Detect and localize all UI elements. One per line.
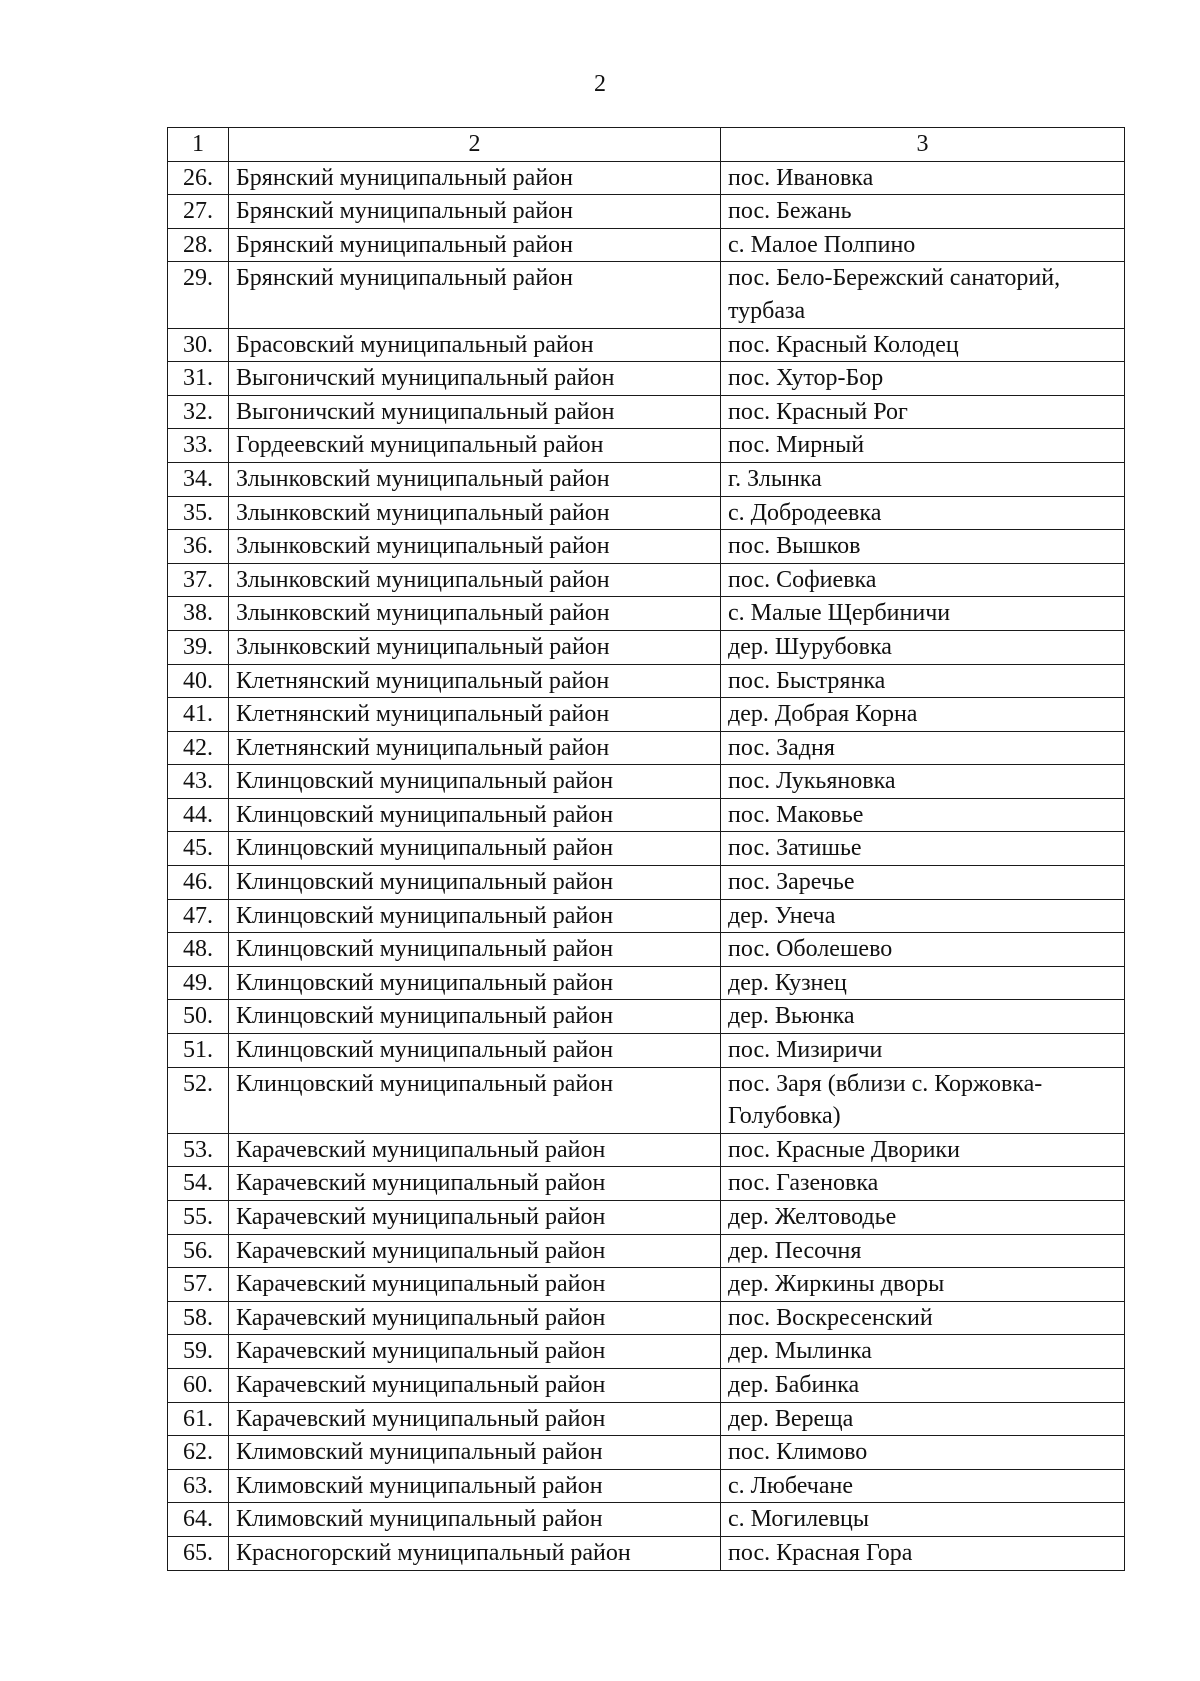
row-number: 26. [168, 161, 229, 195]
locality-name: пос. Вышков [721, 530, 1125, 564]
table-row [168, 899, 1125, 933]
district-name: Клинцовский муниципальный район [229, 765, 721, 799]
table-row [168, 161, 1125, 195]
table-row [168, 1469, 1125, 1503]
locality-name: с. Малое Полпино [721, 228, 1125, 262]
table-row [168, 597, 1125, 631]
district-name: Карачевский муниципальный район [229, 1368, 721, 1402]
row-number: 46. [168, 866, 229, 900]
locality-name: пос. Газеновка [721, 1167, 1125, 1201]
row-number: 50. [168, 1000, 229, 1034]
row-number: 36. [168, 530, 229, 564]
locality-name: пос. Воскресенский [721, 1301, 1125, 1335]
table-row [168, 395, 1125, 429]
district-name: Клинцовский муниципальный район [229, 933, 721, 967]
locality-name: пос. Лукьяновка [721, 765, 1125, 799]
locality-name: пос. Заречье [721, 866, 1125, 900]
district-name: Брянский муниципальный район [229, 195, 721, 229]
locality-name: пос. Ивановка [721, 161, 1125, 195]
locality-name: г. Злынка [721, 462, 1125, 496]
page-number: 2 [594, 71, 606, 97]
district-name: Брянский муниципальный район [229, 228, 721, 262]
locality-name: пос. Оболешево [721, 933, 1125, 967]
table-row [168, 362, 1125, 396]
table-row [168, 195, 1125, 229]
table-row [168, 1402, 1125, 1436]
district-name: Злынковский муниципальный район [229, 630, 721, 664]
row-number: 55. [168, 1201, 229, 1235]
row-number: 59. [168, 1335, 229, 1369]
district-name: Выгоничский муниципальный район [229, 362, 721, 396]
locality-name: пос. Мирный [721, 429, 1125, 463]
locality-name: пос. Красные Дворики [721, 1133, 1125, 1167]
row-number: 40. [168, 664, 229, 698]
locality-name: пос. Бежань [721, 195, 1125, 229]
locality-name: с. Добродеевка [721, 496, 1125, 530]
locality-name: дер. Мылинка [721, 1335, 1125, 1369]
district-name: Карачевский муниципальный район [229, 1335, 721, 1369]
district-name: Климовский муниципальный район [229, 1503, 721, 1537]
district-name: Клинцовский муниципальный район [229, 899, 721, 933]
table-row [168, 228, 1125, 262]
district-name: Карачевский муниципальный район [229, 1301, 721, 1335]
table-row [168, 1234, 1125, 1268]
row-number: 54. [168, 1167, 229, 1201]
row-number: 65. [168, 1536, 229, 1570]
district-name: Клинцовский муниципальный район [229, 798, 721, 832]
row-number: 29. [168, 262, 229, 328]
header-col-1: 1 [168, 128, 229, 162]
district-name: Клетнянский муниципальный район [229, 698, 721, 732]
row-number: 58. [168, 1301, 229, 1335]
district-name: Карачевский муниципальный район [229, 1402, 721, 1436]
table-row [168, 1034, 1125, 1068]
table-row [168, 1368, 1125, 1402]
table-row [168, 731, 1125, 765]
table-row [168, 1335, 1125, 1369]
district-name: Клинцовский муниципальный район [229, 1067, 721, 1133]
locality-name: с. Любечане [721, 1469, 1125, 1503]
row-number: 45. [168, 832, 229, 866]
district-name: Клинцовский муниципальный район [229, 832, 721, 866]
table-row [168, 1067, 1125, 1133]
row-number: 38. [168, 597, 229, 631]
table-row [168, 530, 1125, 564]
table-row [168, 1436, 1125, 1470]
table-header-row [168, 128, 1125, 162]
row-number: 64. [168, 1503, 229, 1537]
table-row [168, 966, 1125, 1000]
district-name: Выгоничский муниципальный район [229, 395, 721, 429]
table-row [168, 664, 1125, 698]
district-name: Клинцовский муниципальный район [229, 1000, 721, 1034]
table-row [168, 496, 1125, 530]
row-number: 34. [168, 462, 229, 496]
locality-name: пос. Хутор-Бор [721, 362, 1125, 396]
row-number: 61. [168, 1402, 229, 1436]
table-body [168, 161, 1125, 1570]
row-number: 42. [168, 731, 229, 765]
district-name: Брасовский муниципальный район [229, 328, 721, 362]
district-name: Злынковский муниципальный район [229, 530, 721, 564]
table-row [168, 563, 1125, 597]
row-number: 32. [168, 395, 229, 429]
district-name: Брянский муниципальный район [229, 262, 721, 328]
row-number: 60. [168, 1368, 229, 1402]
locality-name: пос. Бело-Бережский санаторий, турбаза [721, 262, 1125, 328]
locality-name: дер. Желтоводье [721, 1201, 1125, 1235]
district-name: Клетнянский муниципальный район [229, 664, 721, 698]
district-name: Климовский муниципальный район [229, 1469, 721, 1503]
table-row [168, 832, 1125, 866]
row-number: 57. [168, 1268, 229, 1302]
table-row [168, 866, 1125, 900]
locality-name: пос. Мизиричи [721, 1034, 1125, 1068]
locality-name: пос. Красная Гора [721, 1536, 1125, 1570]
district-name: Клетнянский муниципальный район [229, 731, 721, 765]
table-row [168, 698, 1125, 732]
district-name: Злынковский муниципальный район [229, 462, 721, 496]
locality-name: с. Малые Щербиничи [721, 597, 1125, 631]
district-name: Карачевский муниципальный район [229, 1167, 721, 1201]
locality-table [167, 127, 1125, 1571]
table-row [168, 462, 1125, 496]
header-col-2: 2 [229, 128, 721, 162]
locality-name: дер. Шурубовка [721, 630, 1125, 664]
row-number: 37. [168, 563, 229, 597]
table-row [168, 262, 1125, 328]
table-row [168, 328, 1125, 362]
table-row [168, 429, 1125, 463]
locality-name: пос. Задня [721, 731, 1125, 765]
table-row [168, 1268, 1125, 1302]
row-number: 48. [168, 933, 229, 967]
table-row [168, 1000, 1125, 1034]
locality-name: дер. Песочня [721, 1234, 1125, 1268]
row-number: 28. [168, 228, 229, 262]
locality-name: пос. Климово [721, 1436, 1125, 1470]
locality-name: дер. Вереща [721, 1402, 1125, 1436]
row-number: 52. [168, 1067, 229, 1133]
locality-name: пос. Красный Рог [721, 395, 1125, 429]
district-name: Красногорский муниципальный район [229, 1536, 721, 1570]
row-number: 53. [168, 1133, 229, 1167]
row-number: 44. [168, 798, 229, 832]
district-name: Злынковский муниципальный район [229, 597, 721, 631]
row-number: 51. [168, 1034, 229, 1068]
row-number: 43. [168, 765, 229, 799]
locality-name: дер. Вьюнка [721, 1000, 1125, 1034]
district-name: Климовский муниципальный район [229, 1436, 721, 1470]
locality-name: пос. Софиевка [721, 563, 1125, 597]
locality-name: пос. Затишье [721, 832, 1125, 866]
table-row [168, 1167, 1125, 1201]
locality-name: дер. Добрая Корна [721, 698, 1125, 732]
district-name: Карачевский муниципальный район [229, 1133, 721, 1167]
row-number: 41. [168, 698, 229, 732]
row-number: 33. [168, 429, 229, 463]
header-col-3: 3 [721, 128, 1125, 162]
table-row [168, 1536, 1125, 1570]
table-row [168, 1301, 1125, 1335]
table-row [168, 1201, 1125, 1235]
district-name: Гордеевский муниципальный район [229, 429, 721, 463]
row-number: 39. [168, 630, 229, 664]
district-name: Клинцовский муниципальный район [229, 866, 721, 900]
locality-name: с. Могилевцы [721, 1503, 1125, 1537]
locality-name: пос. Красный Колодец [721, 328, 1125, 362]
row-number: 47. [168, 899, 229, 933]
row-number: 31. [168, 362, 229, 396]
table-row [168, 933, 1125, 967]
district-name: Клинцовский муниципальный район [229, 966, 721, 1000]
locality-name: дер. Жиркины дворы [721, 1268, 1125, 1302]
district-name: Карачевский муниципальный район [229, 1234, 721, 1268]
locality-name: пос. Заря (вблизи с. Коржовка-Голубовка) [721, 1067, 1125, 1133]
locality-name: дер. Кузнец [721, 966, 1125, 1000]
table-row [168, 765, 1125, 799]
locality-name: пос. Быстрянка [721, 664, 1125, 698]
district-name: Злынковский муниципальный район [229, 563, 721, 597]
district-name: Злынковский муниципальный район [229, 496, 721, 530]
district-name: Карачевский муниципальный район [229, 1268, 721, 1302]
table-row [168, 1503, 1125, 1537]
row-number: 30. [168, 328, 229, 362]
row-number: 62. [168, 1436, 229, 1470]
table-row [168, 630, 1125, 664]
row-number: 35. [168, 496, 229, 530]
row-number: 56. [168, 1234, 229, 1268]
district-name: Клинцовский муниципальный район [229, 1034, 721, 1068]
district-name: Брянский муниципальный район [229, 161, 721, 195]
table-row [168, 1133, 1125, 1167]
row-number: 27. [168, 195, 229, 229]
locality-name: дер. Унеча [721, 899, 1125, 933]
row-number: 63. [168, 1469, 229, 1503]
row-number: 49. [168, 966, 229, 1000]
district-name: Карачевский муниципальный район [229, 1201, 721, 1235]
locality-name: пос. Маковье [721, 798, 1125, 832]
locality-name: дер. Бабинка [721, 1368, 1125, 1402]
table-row [168, 798, 1125, 832]
